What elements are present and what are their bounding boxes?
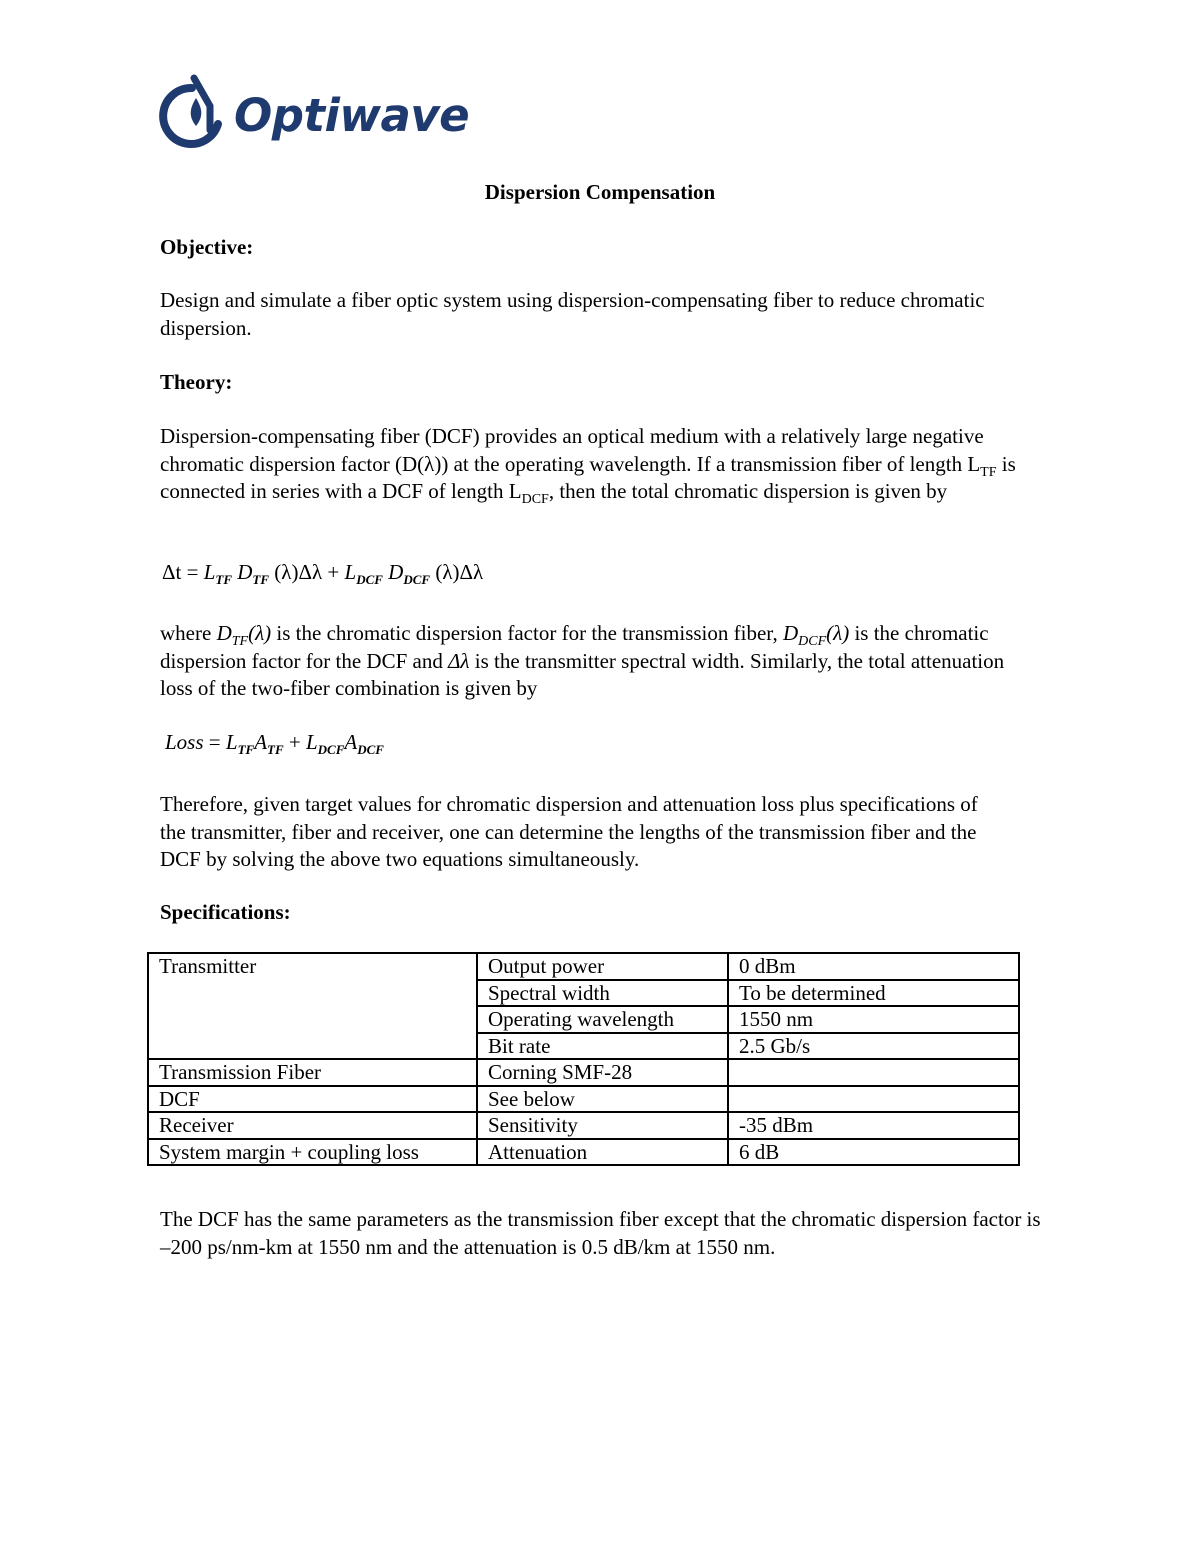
table-row [148,1112,1019,1139]
parameter-cell: See below [477,1086,728,1113]
parameter-cell: Output power [477,953,728,980]
table-row [148,1139,1019,1166]
specifications-heading: Specifications: [160,900,291,924]
table-row [148,1059,1019,1086]
value-cell: 1550 nm [728,1006,1019,1033]
value-cell [728,1086,1019,1113]
parameter-cell: Sensitivity [477,1112,728,1139]
table-row [148,1086,1019,1113]
component-cell: Transmission Fiber [148,1059,477,1086]
logo-wordmark: Optiwave [234,89,470,142]
theory-paragraph-2: where $D_{TF}(\lambda)$ is the chromatic dispersion factor for the transmission fiber, $D_{DCF}(\lambda)$ is the chromatic dispersion factor for the DCF and Δλ is the transmitter spectral width. Similarly, the total attenuation loss of the two-fiber combination is given by [160,621,1005,700]
value-cell: To be determined [728,980,1019,1007]
value-cell: 0 dBm [728,953,1019,980]
objective-text: Design and simulate a fiber optic system using dispersion-compensating fiber to reduce chromatic dispersion. [160,288,985,340]
loss-equation: Loss = $L_{TF}A_{TF} + L_{DCF}A_{DCF}$ [165,730,384,758]
parameter-cell: Attenuation [477,1139,728,1166]
table-row [148,953,1019,980]
optiwave-emblem-icon [158,68,238,152]
parameter-cell: Operating wavelength [477,1006,728,1033]
value-cell [728,1059,1019,1086]
value-cell: 2.5 Gb/s [728,1033,1019,1060]
parameter-cell: Bit rate [477,1033,728,1060]
parameter-cell: Corning SMF-28 [477,1059,728,1086]
closing-paragraph: The DCF has the same parameters as the transmission fiber except that the chromatic dispersion factor is –200 ps/nm-km at 1550 nm and the attenuation is 0.5 dB/km at 1550 nm. [160,1207,1041,1259]
theory-paragraph-1: Dispersion-compensating fiber (DCF) provides an optical medium with a relatively large negative chromatic dispersion factor (D(λ)) at the operating wavelength. If a transmission fiber of length $L_{TF}$ is connected in series with a DCF of length $L_{DCF}$, then the total chromatic dispersion is given by [160,424,1016,507]
specifications-table [147,952,1020,1166]
component-cell: DCF [148,1086,477,1113]
theory-heading: Theory: [160,370,233,394]
value-cell: 6 dB [728,1139,1019,1166]
value-cell: -35 dBm [728,1112,1019,1139]
component-cell: Receiver [148,1112,477,1139]
theory-paragraph-3: Therefore, given target values for chromatic dispersion and attenuation loss plus specifications of the transmitter, fiber and receiver, one can determine the lengths of the transmission fiber and the DCF by solving the above two equations simultaneously. [160,792,978,871]
document-title: Dispersion Compensation [484,180,716,204]
parameter-cell: Spectral width [477,980,728,1007]
component-cell: Transmitter [148,953,477,1059]
objective-heading: Objective: [160,235,254,259]
optiwave-logo [158,68,470,152]
dispersion-equation: $\Delta t = L_{TF}$ $D_{TF}$ $(\lambda)\Delta\lambda + L_{DCF}$ $D_{DCF}$ (λ)Δλ [162,560,484,588]
component-cell: System margin + coupling loss [148,1139,477,1166]
